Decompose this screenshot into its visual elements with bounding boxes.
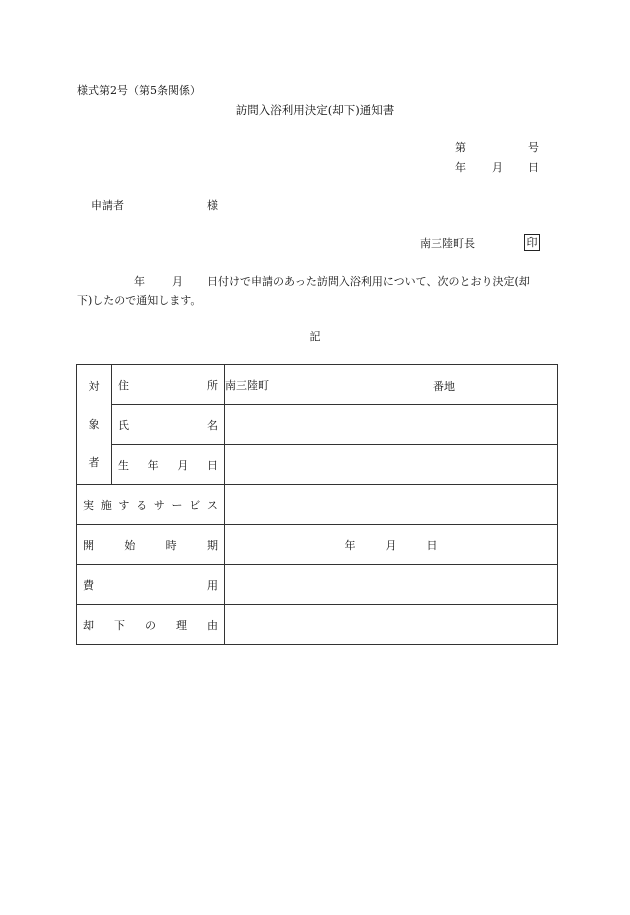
label-char: 開 xyxy=(83,538,94,552)
subject-char: 者 xyxy=(88,455,100,469)
issuer-name: 南三陸町長 xyxy=(420,237,475,250)
applicant-label: 申請者 xyxy=(91,199,124,212)
table-row-service xyxy=(77,485,558,525)
label-char: 実 xyxy=(83,498,94,512)
label-char: 下 xyxy=(114,618,125,632)
subject-char: 象 xyxy=(88,417,100,431)
label-char: 住 xyxy=(118,378,129,392)
label-char: サ xyxy=(153,498,165,512)
applicant-honorific: 様 xyxy=(207,199,218,212)
address-banchi: 番地 xyxy=(433,380,455,393)
cost-label xyxy=(77,565,225,605)
body-text-line2: 下)したので通知します。 xyxy=(77,294,202,307)
start-label xyxy=(77,525,225,565)
start-value[interactable] xyxy=(225,525,558,565)
label-char: 氏 xyxy=(118,418,129,432)
issue-date-month: 月 xyxy=(492,161,503,174)
label-char: 用 xyxy=(207,578,218,592)
label-char: 日 xyxy=(206,458,218,472)
address-town: 南三陸町 xyxy=(225,378,269,392)
label-char: 施 xyxy=(100,498,112,512)
label-char: 期 xyxy=(206,538,218,552)
document-title: 訪問入浴利用決定(却下)通知書 xyxy=(235,103,395,117)
label-char: ビ xyxy=(189,498,201,512)
label-char: 時 xyxy=(165,538,177,552)
table-row-start xyxy=(77,525,558,565)
label-char: 名 xyxy=(207,418,218,432)
name-label xyxy=(112,405,225,445)
label-char: 年 xyxy=(147,458,159,472)
label-char: ス xyxy=(206,498,218,512)
label-char: 却 xyxy=(83,618,94,632)
name-value[interactable] xyxy=(225,405,558,445)
address-value[interactable] xyxy=(225,365,558,405)
table-row-cost xyxy=(77,565,558,605)
start-year: 年 xyxy=(344,538,356,552)
form-number: 様式第2号（第5条関係） xyxy=(77,84,201,97)
subject-char: 対 xyxy=(88,379,100,393)
issue-date-day: 日 xyxy=(528,161,539,174)
label-char: 始 xyxy=(124,538,136,552)
label-char: 理 xyxy=(176,618,187,632)
table-row-name xyxy=(77,405,558,445)
table-row-address xyxy=(77,365,558,405)
seal-stamp-box: 印 xyxy=(524,234,540,251)
label-char: 生 xyxy=(118,458,129,472)
cost-value[interactable] xyxy=(225,565,558,605)
label-char: ー xyxy=(171,498,183,512)
reason-value[interactable] xyxy=(225,605,558,645)
detail-table xyxy=(76,364,558,645)
table-row-reason xyxy=(77,605,558,645)
start-month: 月 xyxy=(385,538,397,552)
label-char: 月 xyxy=(177,458,189,472)
note-heading: 記 xyxy=(309,330,321,343)
service-value[interactable] xyxy=(225,485,558,525)
label-char: す xyxy=(118,498,130,512)
label-char: の xyxy=(145,618,156,632)
body-year: 年 xyxy=(134,275,145,288)
birth-value[interactable] xyxy=(225,445,558,485)
subject-cell xyxy=(77,365,112,485)
reason-label xyxy=(77,605,225,645)
reference-number-prefix: 第 xyxy=(455,141,466,154)
address-label xyxy=(112,365,225,405)
body-month: 月 xyxy=(172,275,183,288)
start-day: 日 xyxy=(426,538,438,552)
table-row-birth xyxy=(77,445,558,485)
label-char: る xyxy=(136,498,148,512)
label-char: 費 xyxy=(83,578,94,592)
reference-number-suffix: 号 xyxy=(528,141,539,154)
service-label xyxy=(77,485,225,525)
label-char: 所 xyxy=(207,378,218,392)
label-char: 由 xyxy=(207,618,218,632)
birth-label xyxy=(112,445,225,485)
body-text-line1: 日付けで申請のあった訪問入浴利用について、次のとおり決定(却 xyxy=(207,275,530,288)
issue-date-year: 年 xyxy=(455,161,466,174)
